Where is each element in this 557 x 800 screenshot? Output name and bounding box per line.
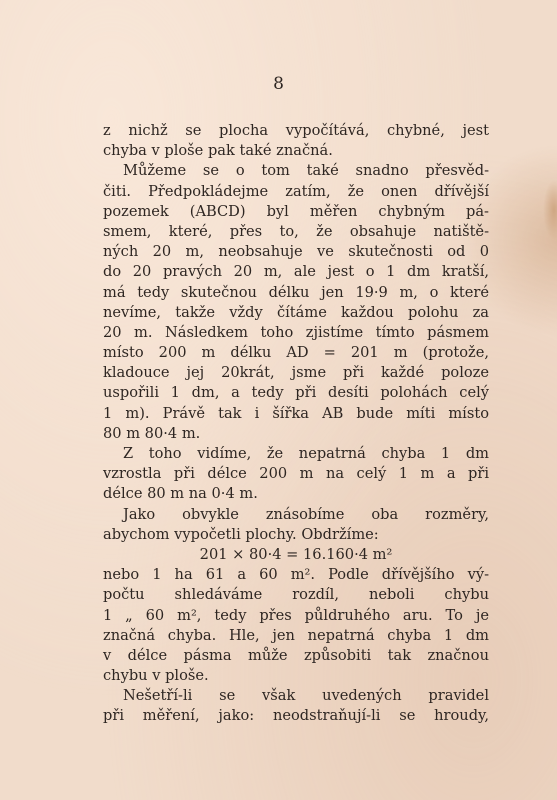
text-line: má tedy skutečnou délku jen 19·9 m, o které [103,283,489,301]
text-line: kladouce jej 20krát, jsme při každé poloze [103,364,489,382]
text-line: nebo 1 ha 61 a 60 m². Podle dřívějšího vý- [103,566,489,584]
text-line: 80 m 80·4 m. [103,424,201,442]
text-line: ných 20 m, neobsahuje ve skutečnosti od 0 [103,243,489,261]
text-line: Nešetří-li se však uvedených pravidel [123,687,489,705]
text-line: čiti. Předpokládejme zatím, že onen dřívější [103,182,489,200]
text-line: vzrostla při délce 200 m na celý 1 m a při [103,465,489,483]
text-line: chyba v ploše pak také značná. [103,142,333,160]
text-line: Můžeme se o tom také snadno přesvěd- [123,162,489,180]
text-line: do 20 pravých 20 m, ale jest o 1 dm kratší, [103,263,489,281]
text-line: smem, které, přes to, že obsahuje natiště- [103,222,489,240]
text-line: uspořili 1 dm, a tedy při desíti polohách celý [103,384,489,402]
text-line: abychom vypočetli plochy. Obdržíme: [103,525,379,543]
equation-line: 201 × 80·4 = 16.160·4 m² [199,545,393,563]
text-line: při měření, jako: neodstraňují-li se hroudy, [103,707,489,725]
body-text [103,121,489,727]
text-line: v délce pásma může způsobiti tak značnou [103,646,489,664]
text-line: z nichž se plocha vypočítává, chybné, jest [103,122,489,139]
text-line: pozemek (ABCD) byl měřen chybným pá- [103,202,489,220]
paper-stain [543,180,557,240]
text-line: chybu v ploše. [103,667,209,685]
text-line: délce 80 m na 0·4 m. [103,485,258,503]
page-number: 8 [273,74,284,94]
text-line: Jako obvykle znásobíme oba rozměry, [123,505,489,523]
text-line: 1 „ 60 m², tedy přes půldruhého aru. To je [103,606,489,624]
text-line: místo 200 m délku AD = 201 m (protože, [103,344,489,362]
text-line: Z toho vidíme, že nepatrná chyba 1 dm [123,445,489,462]
text-line: nevíme, takže vždy čítáme každou polohu za [103,303,489,321]
text-line: počtu shledáváme rozdíl, neboli chybu [103,586,489,604]
text-line: 20 m. Následkem toho zjistíme tímto pásmem [103,323,489,341]
text-line: značná chyba. Hle, jen nepatrná chyba 1 dm [103,626,489,644]
text-line: 1 m). Právě tak i šířka AB bude míti místo [103,404,489,422]
